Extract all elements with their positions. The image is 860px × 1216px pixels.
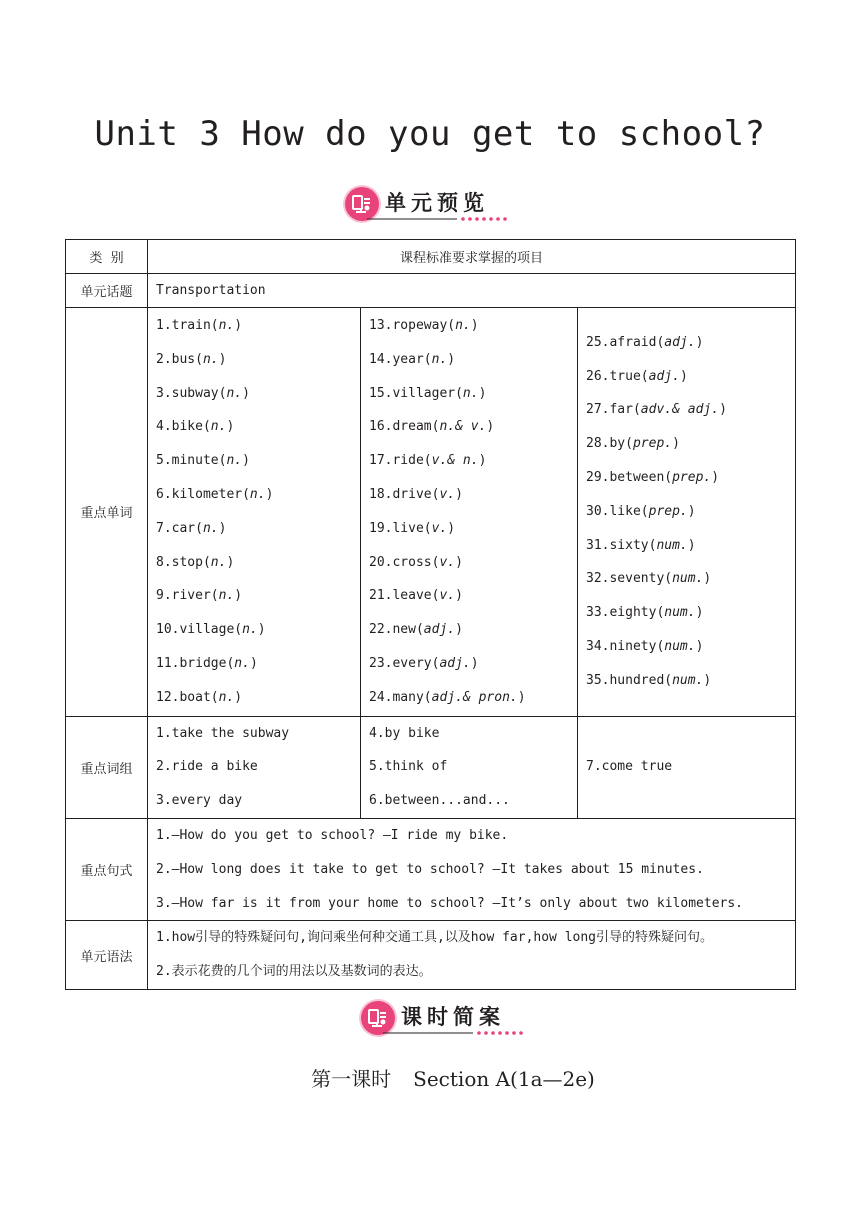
word-item [586, 495, 795, 529]
grammar-label: 单元语法 [66, 921, 148, 990]
word-item [156, 613, 360, 647]
word-text: 16.dream( [369, 419, 440, 435]
word-close: ) [478, 385, 487, 401]
word-item [156, 681, 360, 715]
part-of-speech: v. [431, 520, 448, 536]
part-of-speech: n. [234, 655, 250, 671]
phrase-item: 2.ride a bike [156, 759, 258, 775]
word-text: 19.live( [369, 520, 432, 536]
word-item [586, 360, 795, 394]
part-of-speech: n. [226, 453, 243, 469]
word-close: ) [257, 622, 266, 638]
part-of-speech: v.& n. [431, 453, 479, 469]
word-item [156, 377, 360, 411]
part-of-speech: n. [226, 385, 243, 401]
part-of-speech: prep. [632, 436, 673, 452]
word-close: ) [226, 554, 235, 570]
word-item [586, 529, 795, 563]
word-close: ) [703, 672, 712, 688]
word-close: ) [455, 554, 463, 570]
word-text: 33.eighty( [586, 605, 665, 621]
word-close: ) [447, 351, 456, 367]
word-close: ) [486, 419, 495, 435]
word-text: 24.many( [369, 689, 432, 705]
topic-label: 单元话题 [66, 274, 148, 308]
part-of-speech: n. [210, 554, 227, 570]
word-text: 1.train( [156, 318, 219, 333]
word-close: ) [517, 689, 526, 705]
phrase-item: 4.by bike [369, 725, 440, 741]
word-text: 20.cross( [369, 554, 440, 570]
word-text: 2.bus( [156, 351, 203, 367]
word-close: ) [455, 588, 463, 604]
word-text: 31.sixty( [586, 537, 657, 553]
word-item [369, 444, 577, 478]
word-item [369, 343, 577, 377]
word-text: 30.like( [586, 503, 649, 519]
word-text: 6.kilometer( [156, 486, 250, 502]
sentence-item: 2.—How long does it take to get to school? —It takes about 15 minutes. [156, 861, 704, 877]
word-text: 27.far( [586, 402, 641, 418]
word-text: 17.ride( [369, 453, 432, 469]
word-item [156, 309, 360, 343]
grammar-item: 1.how引导的特殊疑问句,询问乘坐何种交通工具,以及how far,how long引导的特殊疑问句。 [156, 930, 714, 946]
word-item [369, 377, 577, 411]
word-close: ) [687, 503, 696, 519]
phrases-row [66, 716, 796, 818]
word-text: 21.leave( [369, 588, 440, 604]
word-close: ) [234, 588, 243, 604]
sentences-row [66, 818, 796, 920]
word-close: ) [455, 486, 463, 502]
part-of-speech: v. [439, 486, 456, 502]
word-close: ) [265, 486, 274, 502]
word-item [586, 562, 795, 596]
word-item [369, 681, 577, 715]
word-item [156, 546, 360, 580]
lesson-section: Section A(1a—2e) [413, 1067, 595, 1091]
grammar-list [148, 921, 796, 990]
word-text: 8.stop( [156, 554, 211, 570]
phrase-item: 1.take the subway [156, 725, 290, 741]
phrase-item: 7.come true [586, 759, 673, 775]
word-close: ) [234, 318, 243, 333]
word-close: ) [218, 351, 227, 367]
part-of-speech: v. [439, 588, 456, 604]
phrase-item: 6.between...and... [369, 793, 510, 809]
word-close: ) [695, 334, 704, 350]
word-item [156, 478, 360, 512]
word-item [586, 393, 795, 427]
word-close: ) [242, 453, 250, 469]
word-close: ) [470, 318, 479, 333]
phrase-item: 3.every day [156, 793, 243, 809]
part-of-speech: num. [664, 605, 696, 621]
word-item [586, 664, 795, 698]
word-text: 9.river( [156, 588, 219, 604]
part-of-speech: adv.& adj. [640, 402, 720, 418]
topic-value: Transportation [148, 274, 796, 308]
part-of-speech: n. [249, 486, 266, 502]
word-item [156, 647, 360, 681]
word-close: ) [234, 689, 243, 705]
word-text: 12.boat( [156, 689, 219, 705]
grammar-row [66, 921, 796, 990]
phrases-col-2 [361, 716, 578, 818]
words-col-2 [361, 308, 578, 717]
part-of-speech: prep. [672, 470, 712, 486]
word-close: ) [703, 571, 712, 587]
badge-label: 单元预览 [385, 191, 489, 215]
word-item [369, 579, 577, 613]
phrases-col-1 [148, 716, 361, 818]
word-item [156, 444, 360, 478]
word-text: 10.village( [156, 622, 243, 638]
phrases-label: 重点词组 [66, 716, 148, 818]
lesson-number: 第一课时 [311, 1067, 392, 1091]
part-of-speech: n. [210, 419, 227, 435]
part-of-speech: n. [218, 689, 235, 705]
part-of-speech: n. [202, 520, 219, 536]
word-text: 18.drive( [369, 486, 440, 502]
lesson-heading [0, 1063, 860, 1092]
words-label: 重点单词 [66, 308, 148, 717]
grammar-item: 2.表示花费的几个词的用法以及基数词的表达。 [156, 964, 432, 980]
part-of-speech: num. [664, 639, 696, 655]
word-close: ) [226, 419, 235, 435]
part-of-speech: n. [242, 622, 258, 638]
part-of-speech: adj. [648, 368, 680, 384]
part-of-speech: n. [455, 318, 471, 333]
word-item [156, 343, 360, 377]
unit-preview-table [65, 239, 796, 990]
part-of-speech: n. [431, 351, 448, 367]
unit-preview-badge [345, 182, 489, 226]
part-of-speech: n. [218, 318, 235, 333]
word-item [586, 630, 795, 664]
phrase-item: 5.think of [369, 759, 448, 775]
word-close: ) [695, 639, 704, 655]
part-of-speech: n.& v. [439, 419, 487, 435]
word-text: 11.bridge( [156, 655, 235, 671]
word-item [586, 326, 795, 360]
word-close: ) [695, 605, 704, 621]
word-item [369, 478, 577, 512]
word-text: 13.ropeway( [369, 318, 456, 333]
part-of-speech: n. [462, 385, 479, 401]
part-of-speech: adj. [664, 334, 696, 350]
word-text: 5.minute( [156, 453, 227, 469]
words-col-1 [148, 308, 361, 717]
word-close: ) [455, 622, 463, 638]
word-text: 22.new( [369, 622, 424, 638]
word-close: ) [687, 537, 696, 553]
sentences-label: 重点句式 [66, 818, 148, 920]
word-close: ) [679, 368, 688, 384]
word-text: 23.every( [369, 655, 440, 671]
words-row [66, 308, 796, 717]
part-of-speech: prep. [648, 503, 688, 519]
phrases-col-3 [578, 716, 796, 818]
word-text: 15.villager( [369, 385, 463, 401]
word-item [369, 410, 577, 444]
word-text: 4.bike( [156, 419, 211, 435]
word-item [586, 596, 795, 630]
word-close: ) [478, 453, 487, 469]
word-close: ) [470, 655, 479, 671]
word-close: ) [719, 402, 727, 418]
word-item [586, 427, 795, 461]
part-of-speech: adj. [439, 655, 471, 671]
word-item [156, 410, 360, 444]
word-item [369, 512, 577, 546]
word-close: ) [672, 436, 680, 452]
sentence-item: 1.—How do you get to school? —I ride my bike. [156, 827, 509, 843]
word-item [156, 579, 360, 613]
word-text: 3.subway( [156, 385, 227, 401]
sentence-item: 3.—How far is it from your home to school? —It’s only about two kilometers. [156, 895, 743, 911]
lesson-plan-badge [361, 996, 505, 1040]
header-category: 类 别 [66, 240, 148, 274]
part-of-speech: n. [218, 588, 235, 604]
word-close: ) [711, 470, 720, 486]
words-col-3 [578, 308, 796, 717]
part-of-speech: adj.& pron. [431, 689, 518, 705]
part-of-speech: num. [672, 571, 704, 587]
word-item [586, 461, 795, 495]
header-content: 课程标准要求掌握的项目 [148, 240, 796, 274]
word-item [369, 613, 577, 647]
word-text: 35.hundred( [586, 672, 673, 688]
badge-underline [367, 216, 507, 222]
part-of-speech: n. [202, 351, 219, 367]
part-of-speech: num. [672, 672, 704, 688]
part-of-speech: v. [439, 554, 456, 570]
topic-row [66, 274, 796, 308]
badge-label: 课时简案 [401, 1005, 505, 1029]
word-close: ) [249, 655, 258, 671]
page-title: Unit 3 How do you get to school? [94, 114, 766, 154]
sentences-list [148, 818, 796, 920]
word-close: ) [447, 520, 456, 536]
word-text: 14.year( [369, 351, 432, 367]
word-item [369, 647, 577, 681]
word-close: ) [242, 385, 250, 401]
word-text: 29.between( [586, 470, 673, 486]
word-item [156, 512, 360, 546]
part-of-speech: num. [656, 537, 688, 553]
word-text: 28.by( [586, 436, 633, 452]
word-item [369, 309, 577, 343]
word-close: ) [218, 520, 227, 536]
word-text: 34.ninety( [586, 639, 665, 655]
part-of-speech: adj. [423, 622, 456, 638]
word-text: 25.afraid( [586, 334, 665, 350]
table-header-row [66, 240, 796, 274]
word-item [369, 546, 577, 580]
word-text: 7.car( [156, 520, 203, 536]
word-text: 32.seventy( [586, 571, 673, 587]
badge-underline [383, 1030, 523, 1036]
word-text: 26.true( [586, 368, 649, 384]
